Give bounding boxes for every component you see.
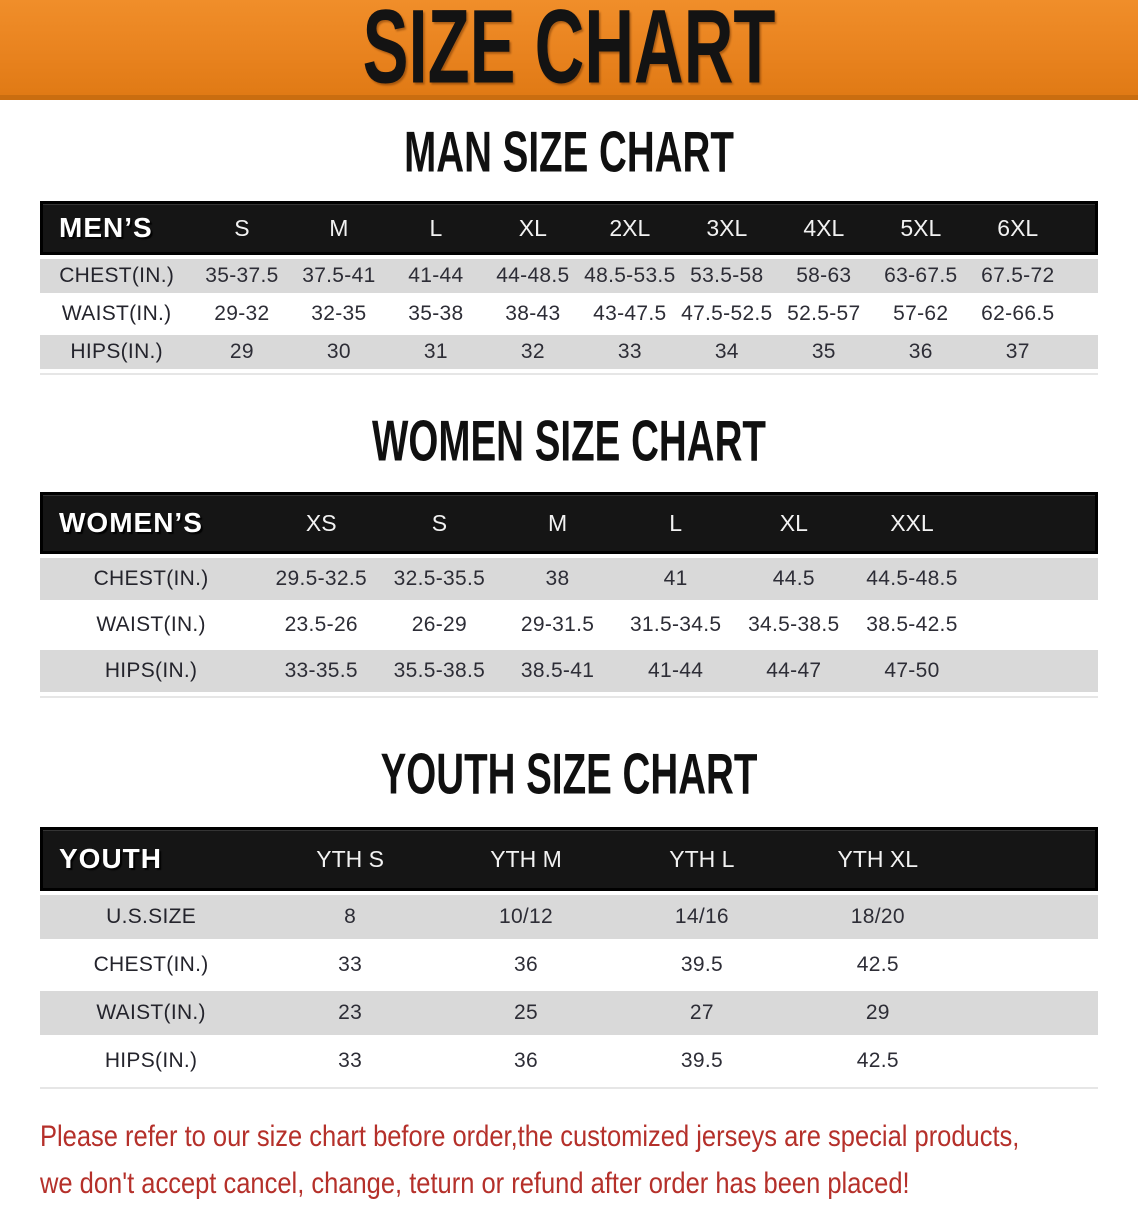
men-cell-0-0: 35-37.5 [193,259,290,293]
youth-header-row [40,827,1098,891]
women-cell-2-1: 35.5-38.5 [380,650,498,692]
men-cell-1-6: 52.5-57 [775,297,872,331]
men-cell-1-5: 47.5-52.5 [678,297,775,331]
men-cell-0-7: 63-67.5 [872,259,969,293]
women-row-spacer-1 [971,604,1098,646]
men-cell-2-5: 34 [678,335,775,369]
men-column-header-8: 6XL [969,201,1066,255]
youth-cell-3-3: 42.5 [790,1039,966,1083]
men-size-table [40,197,1098,375]
women-cell-1-3: 31.5-34.5 [617,604,735,646]
men-column-header-4: 2XL [581,201,678,255]
women-cell-0-4: 44.5 [735,558,853,600]
men-column-header-7: 5XL [872,201,969,255]
men-section-heading: MAN SIZE CHART [404,119,734,184]
women-row-label-2: HIPS(IN.) [40,650,262,692]
women-cell-0-1: 32.5-35.5 [380,558,498,600]
youth-cell-2-3: 29 [790,991,966,1035]
women-cell-1-1: 26-29 [380,604,498,646]
youth-cell-1-0: 33 [262,943,438,987]
youth-row-label-1: CHEST(IN.) [40,943,262,987]
women-cell-1-4: 34.5-38.5 [735,604,853,646]
youth-section-heading: YOUTH SIZE CHART [380,741,758,806]
women-column-header-4: XL [735,492,853,554]
women-cell-0-2: 38 [498,558,616,600]
women-section-heading: WOMEN SIZE CHART [372,408,766,473]
women-size-table [40,488,1098,698]
women-row-2 [40,650,1098,692]
women-cell-1-5: 38.5-42.5 [853,604,971,646]
men-header-row [40,201,1098,255]
youth-row-label-2: WAIST(IN.) [40,991,262,1035]
women-header-spacer [971,492,1098,554]
women-row-label-1: WAIST(IN.) [40,604,262,646]
men-size-section [0,119,1138,375]
youth-cell-2-0: 23 [262,991,438,1035]
women-column-header-3: L [617,492,735,554]
youth-cell-1-1: 36 [438,943,614,987]
women-row-label-0: CHEST(IN.) [40,558,262,600]
youth-cell-0-1: 10/12 [438,895,614,939]
men-cell-1-1: 32-35 [290,297,387,331]
women-row-0 [40,558,1098,600]
women-cell-2-0: 33-35.5 [262,650,380,692]
youth-column-header-2: YTH L [614,827,790,891]
men-cell-1-4: 43-47.5 [581,297,678,331]
men-header-spacer [1066,201,1098,255]
youth-row-spacer-3 [966,1039,1098,1083]
women-corner-label: WOMEN’S [40,492,262,554]
men-row-1 [40,297,1098,331]
youth-size-section [0,741,1138,1089]
men-cell-0-6: 58-63 [775,259,872,293]
youth-cell-3-0: 33 [262,1039,438,1083]
men-cell-1-3: 38-43 [484,297,581,331]
youth-row-3 [40,1039,1098,1083]
youth-row-label-0: U.S.SIZE [40,895,262,939]
youth-column-header-0: YTH S [262,827,438,891]
men-cell-0-2: 41-44 [387,259,484,293]
women-cell-0-3: 41 [617,558,735,600]
women-row-spacer-0 [971,558,1098,600]
youth-cell-1-3: 42.5 [790,943,966,987]
men-cell-1-2: 35-38 [387,297,484,331]
men-row-label-1: WAIST(IN.) [40,297,193,331]
youth-header-spacer [966,827,1098,891]
youth-corner-label: YOUTH [40,827,262,891]
women-cell-2-3: 41-44 [617,650,735,692]
size-chart-banner [0,0,1138,106]
women-row-spacer-2 [971,650,1098,692]
men-row-2 [40,335,1098,369]
youth-column-header-1: YTH M [438,827,614,891]
women-header-row [40,492,1098,554]
men-cell-2-2: 31 [387,335,484,369]
men-row-spacer-1 [1066,297,1098,331]
men-cell-0-3: 44-48.5 [484,259,581,293]
men-cell-2-4: 33 [581,335,678,369]
women-cell-1-2: 29-31.5 [498,604,616,646]
youth-row-spacer-0 [966,895,1098,939]
men-cell-2-0: 29 [193,335,290,369]
men-column-header-6: 4XL [775,201,872,255]
men-column-header-3: XL [484,201,581,255]
disclaimer [40,1113,1138,1208]
men-cell-2-8: 37 [969,335,1066,369]
men-row-label-2: HIPS(IN.) [40,335,193,369]
men-cell-1-8: 62-66.5 [969,297,1066,331]
youth-cell-2-1: 25 [438,991,614,1035]
youth-cell-3-1: 36 [438,1039,614,1083]
men-cell-0-1: 37.5-41 [290,259,387,293]
men-cell-2-3: 32 [484,335,581,369]
youth-cell-0-0: 8 [262,895,438,939]
disclaimer-line-1: Please refer to our size chart before order,the customized jerseys are special products, [40,1120,1020,1153]
men-cell-0-5: 53.5-58 [678,259,775,293]
youth-row-1 [40,943,1098,987]
women-column-header-0: XS [262,492,380,554]
disclaimer-line-2: we don't accept cancel, change, teturn or refund after order has been placed! [40,1167,910,1201]
youth-row-spacer-2 [966,991,1098,1035]
men-column-header-0: S [193,201,290,255]
youth-row-2 [40,991,1098,1035]
women-cell-0-5: 44.5-48.5 [853,558,971,600]
youth-row-spacer-1 [966,943,1098,987]
men-row-spacer-2 [1066,335,1098,369]
men-cell-2-1: 30 [290,335,387,369]
men-corner-label: MEN’S [40,201,193,255]
men-cell-2-7: 36 [872,335,969,369]
youth-size-table [40,823,1098,1089]
youth-cell-2-2: 27 [614,991,790,1035]
youth-cell-3-2: 39.5 [614,1039,790,1083]
youth-cell-0-2: 14/16 [614,895,790,939]
women-row-1 [40,604,1098,646]
men-cell-0-4: 48.5-53.5 [581,259,678,293]
men-row-spacer-0 [1066,259,1098,293]
men-column-header-2: L [387,201,484,255]
youth-column-header-3: YTH XL [790,827,966,891]
men-cell-1-0: 29-32 [193,297,290,331]
women-column-header-2: M [498,492,616,554]
youth-row-0 [40,895,1098,939]
women-cell-2-2: 38.5-41 [498,650,616,692]
banner-title: SIZE CHART [362,0,776,106]
women-cell-1-0: 23.5-26 [262,604,380,646]
women-cell-2-5: 47-50 [853,650,971,692]
women-cell-0-0: 29.5-32.5 [262,558,380,600]
men-row-label-0: CHEST(IN.) [40,259,193,293]
men-row-0 [40,259,1098,293]
women-size-section [0,408,1138,698]
men-cell-1-7: 57-62 [872,297,969,331]
youth-cell-1-2: 39.5 [614,943,790,987]
men-cell-0-8: 67.5-72 [969,259,1066,293]
women-column-header-5: XXL [853,492,971,554]
men-column-header-1: M [290,201,387,255]
youth-cell-0-3: 18/20 [790,895,966,939]
men-column-header-5: 3XL [678,201,775,255]
women-cell-2-4: 44-47 [735,650,853,692]
women-column-header-1: S [380,492,498,554]
youth-row-label-3: HIPS(IN.) [40,1039,262,1083]
men-cell-2-6: 35 [775,335,872,369]
